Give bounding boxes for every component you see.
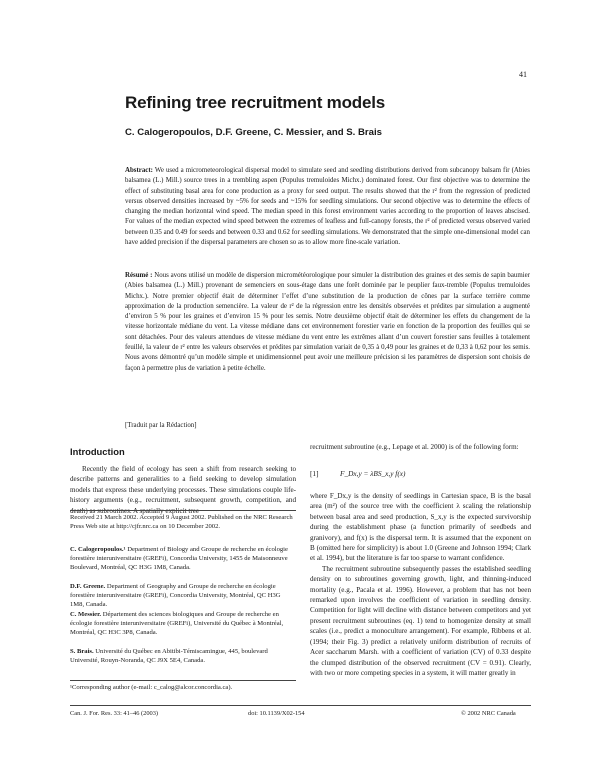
abstract-label: Abstract: <box>125 167 153 174</box>
journal-citation: Can. J. For. Res. 33: 41–46 (2003) <box>70 710 159 717</box>
footnote-divider <box>70 510 296 511</box>
equation-number: [1] <box>310 469 319 478</box>
affiliation-3 <box>70 610 296 638</box>
copyright: © 2002 NRC Canada <box>461 710 516 717</box>
right-column-intro: recruitment subroutine (e.g., Lepage et al. 2000) is of the following form: <box>310 443 519 451</box>
right-column-paragraph-1: where F_Dx,y is the density of seedlings in Cartesian space, B is the basal area (m²) of the source tree with the coefficient λ scaling the relationship between basal area and seed production, S_x,y is the expected survivorship during the establishment phase (a function primarily of seedbeds and granivory), and f(x) is the dispersal term. It is assumed that the exponent on B (omitted here for simplicity) is about 1.0 (Greene and Johnson 1994; Clark et al. 1994), but the literature is far too sparse to warrant confidence. <box>310 492 531 563</box>
doi: doi: 10.1139/X02-154 <box>248 710 305 717</box>
equation-expression: F_Dx,y = λBS_x,y f(x) <box>340 469 406 478</box>
page-number: 41 <box>519 70 527 79</box>
affiliation-text: Université du Québec en Abitibi-Témiscamingue, 445, boulevard Université, Rouyn-Noranda, QC J9X 5E4, Canada. <box>70 648 268 665</box>
affiliation-text: Department of Biology and Groupe de recherche en écologie forestière interuniversitaire (GREFi), Concordia University, 1455 de Maisonneuve Boulevard, Montréal, QC H3G 1M8, Canada. <box>70 546 288 572</box>
corresponding-author: ¹Corresponding author (e-mail: c_calog@alcor.concordia.ca). <box>70 684 233 691</box>
affiliation-2 <box>70 582 296 610</box>
right-column-body <box>310 491 531 678</box>
affiliation-text: Department of Geography and Groupe de recherche en écologie forestière interuniversitaire (GREFi), Concordia University, Montréal, QC H3G 1M8, Canada. <box>70 583 281 609</box>
resume-text: Nous avons utilisé un modèle de dispersion micrométéorologique pour simuler la distribution des graines et des semis de sapin baumier (Abies balsamea (L.) Mill.) provenant de semenciers en sous-étage dans une forêt dominée par le peuplier faux-tremble (Populus tremuloides Michx.). Notre premier objectif était de déterminer l’effet d’une substitution de la production de cônes par la surface terrière comme approximation de la production semencière. La valeur de r² de la régression entre les densités observées et prédites par simulation a augmenté d’environ 5 % pour les graines et d’environ 15 % pour les semis. Notre deuxième objectif était de déterminer les effets du changement de la vitesse horizontale médiane du vent. La vitesse médiane dans cet environnement forestier varie en fonction de la proportion des feuilles qui se sont détachées. Pour des valeurs attendues de vitesse médiane du vent entre les extrêmes allant d’un couvert forestier sans feuilles à totalement feuillé, la valeur de r² entre les valeurs observées et prédites par simulation variait de 0,35 à 0,49 pour les graines et de 0,33 à 0,62 pour les semis. Nous avons démontré qu’un modèle simple et unidimensionnel peut avoir une meilleure précision si les paramètres de dispersion sont choisis de façon à permettre plus de variation à petite échelle. <box>125 272 530 372</box>
affiliation-4 <box>70 647 296 665</box>
right-column-paragraph-2: The recruitment subroutine subsequently passes the established seedling density on to subroutines governing growth, light, and thinning-induced mortality (e.g., Pacala et al. 1996). However, a problem that has not been remarked upon involves the coefficient of variation in seedling density. Competition for light will decline with distance between competitors and yet present recruitment subroutines (eq. 1) tend to homogenize density at small scales (i.e., predict a monoculture arrangement). For example, Ribbens et al. (1994; their Fig. 3) predict a relatively uniform distribution of recruits of Acer saccharum Marsh. with a coefficient of variation (CV) of 0.33 despite the clumped distribution of the observed recruitment (CV = 0.91). Clearly, with two or more competing species in a system, it will matter greatly in <box>310 564 531 677</box>
received-dates: Received 21 March 2002. Accepted 9 August 2002. Published on the NRC Research Press Web site at http://cjfr.nrc.ca on 10 December 2002. <box>70 514 293 531</box>
affiliation-name: C. Calogeropoulos.¹ <box>70 546 126 553</box>
affiliation-name: D.F. Greene. <box>70 583 106 590</box>
resume-block <box>125 271 530 374</box>
abstract-block <box>125 166 530 248</box>
affiliation-name: S. Brais. <box>70 648 94 655</box>
footer-divider <box>70 705 531 706</box>
resume-label: Résumé : <box>125 272 153 279</box>
corresponding-divider <box>70 680 296 681</box>
affiliation-1 <box>70 545 296 573</box>
affiliation-text: Département des sciences biologiques and Groupe de recherche en écologie forestière interuniversitaire (GREFi), Université du Québec à Montréal, Montréal, QC H3C 3P8, Canada. <box>70 611 284 637</box>
translator-note: [Traduit par la Rédaction] <box>125 422 197 429</box>
paper-title: Refining tree recruitment models <box>125 93 385 112</box>
abstract-text: We used a micrometeorological dispersal model to simulate seed and seedling distributions derived from subcanopy balsam fir (Abies balsamea (L.) Mill.) source trees in a trembling aspen (Populus tremuloides Michx.) dominated forest. Our first objective was to determine the effect of substituting basal area for cone production as a proxy for seed output. The results showed that the r² from the regression of predicted versus observed densities increased by ~5% for seeds and ~15% for seedling simulations. Our second objective was to determine the effects of changing the median horizontal wind speed. The median speed in this forest environment varies according to the proportion of leaves abscised. For values of the median expected wind speed between the extremes of leafless and full-canopy forests, the r² of predicted versus observed varied between 0.35 and 0.49 for seeds and between 0.33 and 0.62 for seedling simulations. We demonstrated that the simple one-dimensional model can have added precision if the dispersal parameters are chosen so as to allow more fine-scale variation. <box>125 167 530 247</box>
affiliation-name: C. Messier. <box>70 611 102 618</box>
introduction-heading: Introduction <box>70 446 125 457</box>
author-list: C. Calogeropoulos, D.F. Greene, C. Messier, and S. Brais <box>125 127 382 138</box>
introduction-text: Recently the field of ecology has seen a shift from research seeking to describe patterns and generalities to a field seeking to develop simulation models that express these underlying processes. These simulations couple life-history arguments (e.g., recruitment, subsequent growth, competition, and death) as subroutines. A spatially explicit tree <box>70 465 296 515</box>
